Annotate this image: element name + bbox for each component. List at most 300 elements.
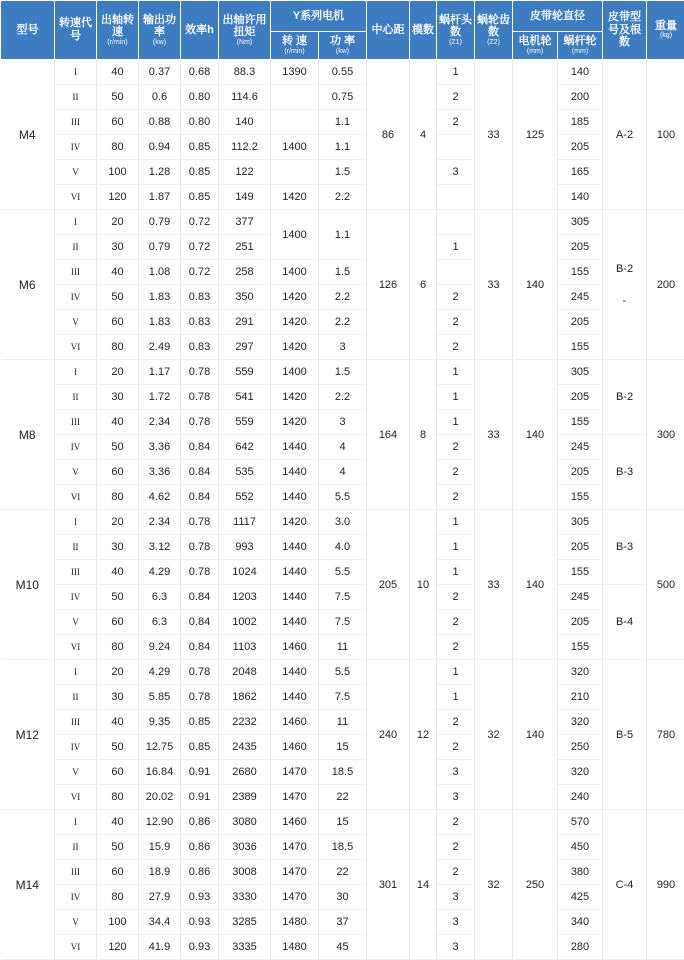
speed-code-cell: VI (55, 635, 97, 660)
efficiency-cell: 0.72 (181, 210, 219, 235)
speed-code-cell: V (55, 760, 97, 785)
speed-code-cell: V (55, 910, 97, 935)
pulley-worm-cell: 570 (558, 810, 603, 835)
efficiency-cell: 0.80 (181, 110, 219, 135)
header-motor-power-unit: (kw) (319, 48, 366, 56)
table-row (1, 285, 684, 310)
motor-speed-cell: 1440 (271, 460, 319, 485)
table-row (1, 60, 684, 85)
header-out-speed-label: 出轴转速 (101, 14, 134, 39)
pulley-worm-cell: 155 (558, 485, 603, 510)
out-speed-cell: 80 (97, 335, 139, 360)
out-power-cell: 1.17 (139, 360, 181, 385)
weight-cell: 780 (647, 660, 684, 810)
motor-power-cell: 18.5 (319, 835, 367, 860)
belt-note: - (603, 295, 646, 307)
header-weight-unit: (kg) (647, 32, 684, 40)
motor-power-cell: 1.1 (319, 135, 367, 160)
efficiency-cell: 0.91 (181, 785, 219, 810)
efficiency-cell: 0.83 (181, 285, 219, 310)
out-power-cell: 2.34 (139, 410, 181, 435)
belt-cell (603, 660, 647, 810)
table-row (1, 785, 684, 810)
worm-heads-cell: 1 (437, 685, 475, 710)
torque-cell: 541 (219, 385, 271, 410)
motor-power-cell: 1.1 (319, 110, 367, 135)
table-row (1, 685, 684, 710)
worm-heads-cell: 2 (437, 835, 475, 860)
speed-code-cell: III (55, 260, 97, 285)
wheel-teeth-cell: 33 (475, 360, 513, 510)
torque-cell: 3036 (219, 835, 271, 860)
efficiency-cell: 0.85 (181, 135, 219, 160)
motor-speed-cell: 1440 (271, 535, 319, 560)
efficiency-cell: 0.72 (181, 235, 219, 260)
table-row (1, 210, 684, 235)
out-power-cell: 3.36 (139, 435, 181, 460)
out-speed-cell: 30 (97, 535, 139, 560)
worm-heads-cell (437, 185, 475, 210)
belt-label: B-4 (616, 616, 633, 628)
out-speed-cell: 80 (97, 885, 139, 910)
torque-cell: 2232 (219, 710, 271, 735)
weight-cell: 500 (647, 510, 684, 660)
out-speed-cell: 40 (97, 60, 139, 85)
header-motor-power-label: 功 率 (330, 35, 355, 47)
motor-power-cell: 15 (319, 810, 367, 835)
torque-cell: 2435 (219, 735, 271, 760)
out-speed-cell: 60 (97, 460, 139, 485)
speed-code-cell: IV (55, 885, 97, 910)
header-pulley-worm (558, 32, 603, 60)
header-pulley-motor-label: 电机轮 (519, 35, 552, 47)
wheel-teeth-cell: 33 (475, 510, 513, 660)
motor-speed-cell: 1420 (271, 510, 319, 535)
table-body (1, 60, 684, 960)
worm-heads-cell: 2 (437, 810, 475, 835)
out-speed-cell: 120 (97, 185, 139, 210)
speed-code-cell: VI (55, 785, 97, 810)
speed-code-cell: I (55, 810, 97, 835)
table-row (1, 760, 684, 785)
pulley-motor-cell: 125 (513, 60, 558, 210)
motor-power-cell: 7.5 (319, 610, 367, 635)
motor-speed-cell: 1470 (271, 835, 319, 860)
torque-cell: 122 (219, 160, 271, 185)
torque-cell: 114.6 (219, 85, 271, 110)
pulley-worm-cell: 185 (558, 110, 603, 135)
header-out-power-label: 输出功率 (143, 14, 176, 39)
motor-power-cell: 11 (319, 635, 367, 660)
model-cell: M8 (1, 360, 55, 510)
table-row (1, 85, 684, 110)
out-power-cell: 0.6 (139, 85, 181, 110)
table-row (1, 510, 684, 535)
out-speed-cell: 40 (97, 410, 139, 435)
efficiency-cell: 0.85 (181, 185, 219, 210)
motor-speed-cell: 1440 (271, 610, 319, 635)
speed-code-cell: II (55, 685, 97, 710)
speed-code-cell: II (55, 235, 97, 260)
out-speed-cell: 20 (97, 510, 139, 535)
header-pulley-group: 皮带轮直径 (513, 1, 603, 32)
torque-cell: 3335 (219, 935, 271, 960)
speed-code-cell: VI (55, 185, 97, 210)
weight-cell: 200 (647, 210, 684, 360)
torque-cell: 258 (219, 260, 271, 285)
pulley-worm-cell: 155 (558, 635, 603, 660)
motor-power-cell: 1.1 (319, 210, 367, 260)
speed-code-cell: V (55, 610, 97, 635)
speed-code-cell: IV (55, 735, 97, 760)
worm-heads-cell: 1 (437, 385, 475, 410)
out-speed-cell: 80 (97, 635, 139, 660)
speed-code-cell: VI (55, 935, 97, 960)
efficiency-cell: 0.93 (181, 910, 219, 935)
pulley-worm-cell: 200 (558, 85, 603, 110)
speed-code-cell: V (55, 460, 97, 485)
table-row (1, 385, 684, 410)
out-power-cell: 1.08 (139, 260, 181, 285)
efficiency-cell: 0.84 (181, 610, 219, 635)
out-power-cell: 6.3 (139, 585, 181, 610)
motor-power-cell: 1.5 (319, 260, 367, 285)
worm-heads-cell: 1 (437, 510, 475, 535)
worm-heads-cell (437, 210, 475, 235)
belt-cell (603, 585, 647, 660)
motor-power-cell: 2.2 (319, 385, 367, 410)
torque-cell: 642 (219, 435, 271, 460)
out-speed-cell: 40 (97, 560, 139, 585)
efficiency-cell: 0.68 (181, 60, 219, 85)
header-pulley-motor (513, 32, 558, 60)
header-motor-speed-unit: (r/min) (271, 48, 318, 56)
motor-speed-cell: 1440 (271, 585, 319, 610)
weight-cell: 300 (647, 360, 684, 510)
worm-heads-cell: 2 (437, 485, 475, 510)
wheel-teeth-cell: 33 (475, 60, 513, 210)
worm-heads-cell: 3 (437, 935, 475, 960)
motor-speed-cell: 1420 (271, 185, 319, 210)
torque-cell: 1862 (219, 685, 271, 710)
motor-speed-cell: 1440 (271, 560, 319, 585)
motor-speed-cell: 1420 (271, 335, 319, 360)
out-speed-cell: 80 (97, 485, 139, 510)
belt-label: C-4 (616, 879, 634, 891)
torque-cell: 297 (219, 335, 271, 360)
pulley-worm-cell: 450 (558, 835, 603, 860)
motor-speed-cell: 1470 (271, 860, 319, 885)
torque-cell: 291 (219, 310, 271, 335)
header-pulley-worm-label: 蜗杆轮 (564, 35, 597, 47)
motor-power-cell: 7.5 (319, 585, 367, 610)
out-power-cell: 1.87 (139, 185, 181, 210)
speed-code-cell: II (55, 835, 97, 860)
pulley-motor-cell: 250 (513, 810, 558, 960)
worm-heads-cell: 2 (437, 110, 475, 135)
efficiency-cell: 0.84 (181, 635, 219, 660)
speed-code-cell: III (55, 560, 97, 585)
pulley-motor-cell: 140 (513, 660, 558, 810)
out-speed-cell: 60 (97, 760, 139, 785)
table-row (1, 860, 684, 885)
table-row (1, 885, 684, 910)
worm-heads-cell: 2 (437, 285, 475, 310)
efficiency-cell: 0.91 (181, 760, 219, 785)
header-center-distance: 中心距 (367, 1, 410, 60)
efficiency-cell: 0.78 (181, 685, 219, 710)
weight-cell: 100 (647, 60, 684, 210)
out-speed-cell: 100 (97, 160, 139, 185)
speed-code-cell: III (55, 110, 97, 135)
worm-heads-cell: 2 (437, 585, 475, 610)
belt-label: B-2 (616, 391, 633, 403)
table-row (1, 485, 684, 510)
pulley-worm-cell: 280 (558, 935, 603, 960)
header-belt: 皮带型号及根数 (603, 1, 647, 60)
pulley-worm-cell: 305 (558, 210, 603, 235)
out-power-cell: 1.28 (139, 160, 181, 185)
model-cell: M10 (1, 510, 55, 660)
speed-code-cell: I (55, 660, 97, 685)
motor-speed-cell (271, 85, 319, 110)
table-row (1, 835, 684, 860)
model-cell: M6 (1, 210, 55, 360)
worm-heads-cell (437, 135, 475, 160)
motor-power-cell: 2.2 (319, 310, 367, 335)
motor-speed-cell: 1440 (271, 485, 319, 510)
table-row (1, 435, 684, 460)
model-cell: M14 (1, 810, 55, 960)
belt-label: B-5 (616, 729, 633, 741)
center-distance-cell: 86 (367, 60, 410, 210)
belt-cell (603, 810, 647, 960)
worm-heads-cell: 2 (437, 435, 475, 460)
pulley-worm-cell: 305 (558, 510, 603, 535)
header-worm-heads-unit: (Z1) (437, 39, 474, 47)
speed-code-cell: I (55, 360, 97, 385)
speed-code-cell: IV (55, 585, 97, 610)
pulley-worm-cell: 340 (558, 910, 603, 935)
table-row (1, 660, 684, 685)
motor-speed-cell: 1440 (271, 685, 319, 710)
header-motor-speed (271, 32, 319, 60)
out-speed-cell: 50 (97, 285, 139, 310)
efficiency-cell: 0.78 (181, 535, 219, 560)
pulley-worm-cell: 205 (558, 235, 603, 260)
out-power-cell: 0.94 (139, 135, 181, 160)
pulley-worm-cell: 205 (558, 460, 603, 485)
out-power-cell: 2.34 (139, 510, 181, 535)
torque-cell: 1117 (219, 510, 271, 535)
out-power-cell: 20.02 (139, 785, 181, 810)
efficiency-cell: 0.78 (181, 360, 219, 385)
belt-cell (603, 510, 647, 585)
torque-cell: 1103 (219, 635, 271, 660)
out-power-cell: 12.90 (139, 810, 181, 835)
efficiency-cell: 0.85 (181, 735, 219, 760)
efficiency-cell: 0.84 (181, 485, 219, 510)
motor-speed-cell: 1400 (271, 135, 319, 160)
header-wheel-teeth-label: 蜗轮齿数 (477, 14, 510, 39)
motor-speed-cell (271, 160, 319, 185)
center-distance-cell: 205 (367, 510, 410, 660)
center-distance-cell: 240 (367, 660, 410, 810)
worm-heads-cell: 2 (437, 85, 475, 110)
header-torque (219, 1, 271, 60)
worm-heads-cell: 2 (437, 460, 475, 485)
header-module: 模数 (410, 1, 437, 60)
worm-heads-cell: 1 (437, 60, 475, 85)
motor-power-cell: 22 (319, 860, 367, 885)
out-speed-cell: 40 (97, 710, 139, 735)
pulley-worm-cell: 140 (558, 60, 603, 85)
efficiency-cell: 0.78 (181, 560, 219, 585)
table-row (1, 535, 684, 560)
out-power-cell: 34.4 (139, 910, 181, 935)
header-motor-power (319, 32, 367, 60)
efficiency-cell: 0.93 (181, 935, 219, 960)
pulley-worm-cell: 165 (558, 160, 603, 185)
motor-speed-cell: 1460 (271, 810, 319, 835)
pulley-worm-cell: 320 (558, 760, 603, 785)
belt-cell (603, 360, 647, 435)
out-speed-cell: 20 (97, 360, 139, 385)
motor-speed-cell: 1460 (271, 635, 319, 660)
worm-heads-cell: 3 (437, 760, 475, 785)
pulley-worm-cell: 155 (558, 260, 603, 285)
table-row (1, 410, 684, 435)
out-power-cell: 3.36 (139, 460, 181, 485)
out-speed-cell: 20 (97, 660, 139, 685)
out-power-cell: 5.85 (139, 685, 181, 710)
motor-speed-cell: 1400 (271, 360, 319, 385)
out-power-cell: 0.88 (139, 110, 181, 135)
speed-code-cell: VI (55, 335, 97, 360)
torque-cell: 2389 (219, 785, 271, 810)
efficiency-cell: 0.78 (181, 510, 219, 535)
table-row (1, 585, 684, 610)
pulley-worm-cell: 320 (558, 660, 603, 685)
speed-code-cell: III (55, 860, 97, 885)
worm-heads-cell: 2 (437, 735, 475, 760)
module-cell: 6 (410, 210, 437, 360)
center-distance-cell: 301 (367, 810, 410, 960)
motor-speed-cell: 1420 (271, 410, 319, 435)
out-power-cell: 0.37 (139, 60, 181, 85)
out-speed-cell: 80 (97, 135, 139, 160)
torque-cell: 112.2 (219, 135, 271, 160)
speed-code-cell: II (55, 85, 97, 110)
out-power-cell: 3.12 (139, 535, 181, 560)
pulley-worm-cell: 205 (558, 135, 603, 160)
header-torque-label: 出轴许用扭矩 (223, 14, 267, 39)
header-pulley-worm-unit: (mm) (558, 48, 602, 56)
torque-cell: 350 (219, 285, 271, 310)
out-speed-cell: 60 (97, 110, 139, 135)
worm-heads-cell: 2 (437, 710, 475, 735)
efficiency-cell: 0.84 (181, 435, 219, 460)
motor-speed-cell: 1400 (271, 260, 319, 285)
header-motor-group: Y系列电机 (271, 1, 367, 32)
efficiency-cell: 0.80 (181, 85, 219, 110)
efficiency-cell: 0.84 (181, 585, 219, 610)
torque-cell: 149 (219, 185, 271, 210)
efficiency-cell: 0.83 (181, 335, 219, 360)
torque-cell: 993 (219, 535, 271, 560)
motor-power-cell: 3 (319, 335, 367, 360)
torque-cell: 1024 (219, 560, 271, 585)
motor-power-cell: 3 (319, 410, 367, 435)
torque-cell: 140 (219, 110, 271, 135)
pulley-worm-cell: 245 (558, 585, 603, 610)
out-speed-cell: 20 (97, 210, 139, 235)
header-out-speed-unit: (r/min) (97, 39, 138, 47)
pulley-worm-cell: 205 (558, 310, 603, 335)
belt-label: B-3 (616, 466, 633, 478)
table-row (1, 810, 684, 835)
header-wheel-teeth (475, 1, 513, 60)
table-row (1, 610, 684, 635)
center-distance-cell: 164 (367, 360, 410, 510)
motor-speed-cell: 1470 (271, 785, 319, 810)
pulley-motor-cell: 140 (513, 210, 558, 360)
table-row (1, 635, 684, 660)
torque-cell: 3008 (219, 860, 271, 885)
speed-code-cell: III (55, 710, 97, 735)
efficiency-cell: 0.72 (181, 260, 219, 285)
table-row (1, 560, 684, 585)
header-out-power-unit: (kw) (139, 39, 180, 47)
table-row (1, 710, 684, 735)
motor-power-cell: 0.75 (319, 85, 367, 110)
pulley-worm-cell: 320 (558, 710, 603, 735)
torque-cell: 535 (219, 460, 271, 485)
worm-heads-cell: 2 (437, 310, 475, 335)
out-power-cell: 12.75 (139, 735, 181, 760)
out-speed-cell: 50 (97, 835, 139, 860)
pulley-worm-cell: 245 (558, 285, 603, 310)
module-cell: 10 (410, 510, 437, 660)
out-power-cell: 0.79 (139, 235, 181, 260)
worm-heads-cell: 1 (437, 535, 475, 560)
out-power-cell: 9.24 (139, 635, 181, 660)
worm-heads-cell: 2 (437, 635, 475, 660)
worm-heads-cell: 1 (437, 410, 475, 435)
out-speed-cell: 30 (97, 235, 139, 260)
torque-cell: 1002 (219, 610, 271, 635)
torque-cell: 559 (219, 410, 271, 435)
pulley-worm-cell: 205 (558, 535, 603, 560)
out-power-cell: 6.3 (139, 610, 181, 635)
motor-power-cell: 2.2 (319, 185, 367, 210)
motor-power-cell: 22 (319, 785, 367, 810)
out-power-cell: 4.29 (139, 660, 181, 685)
out-power-cell: 4.29 (139, 560, 181, 585)
torque-cell: 251 (219, 235, 271, 260)
motor-speed-cell: 1440 (271, 660, 319, 685)
motor-power-cell: 30 (319, 885, 367, 910)
torque-cell: 559 (219, 360, 271, 385)
efficiency-cell: 0.85 (181, 710, 219, 735)
header-efficiency: 效率h (181, 1, 219, 60)
pulley-motor-cell: 140 (513, 360, 558, 510)
speed-code-cell: I (55, 210, 97, 235)
pulley-worm-cell: 155 (558, 560, 603, 585)
speed-code-cell: IV (55, 435, 97, 460)
out-power-cell: 41.9 (139, 935, 181, 960)
motor-power-cell: 2.2 (319, 285, 367, 310)
